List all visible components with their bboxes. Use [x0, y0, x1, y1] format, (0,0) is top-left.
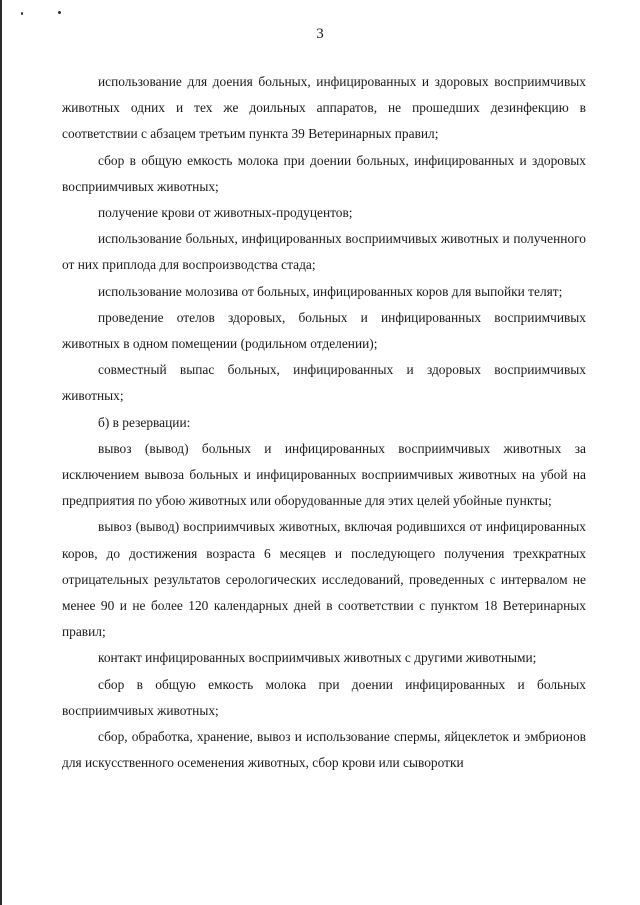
paragraph: использование больных, инфицированных восприимчивых животных и полученного от них приплода для воспроизводства стада; [62, 231, 586, 273]
paragraph: сбор, обработка, хранение, вывоз и использование спермы, яйцеклеток и эмбрионов для искусственного осеменения животных, сбор крови или сыворотки [62, 729, 586, 771]
paragraph: сбор в общую емкость молока при доении инфицированных и больных восприимчивых животных; [62, 676, 586, 718]
scan-left-edge [0, 0, 2, 905]
scan-speck [58, 11, 61, 14]
paragraph: вывоз (вывод) больных и инфицированных восприимчивых животных за исключением вывоза больных и инфицированных восприимчивых животных на убой на предприятия по убою животных или оборудованные для этих целей убойные пункты; [62, 440, 586, 509]
paragraph: проведение отелов здоровых, больных и инфицированных восприимчивых животных в одном помещении (родильном отделении); [62, 309, 586, 352]
paragraph: совместный выпас больных, инфицированных и здоровых восприимчивых животных; [62, 362, 586, 404]
paragraph: использование для доения больных, инфицированных и здоровых восприимчивых животных одних и тех же доильных аппаратов, не прошедших дезинфекцию в соответствии с абзацем третьим пункта 39 Ветеринарных правил; [62, 74, 586, 142]
document-body [62, 69, 586, 776]
page-number: 3 [316, 26, 324, 42]
paragraph: контакт инфицированных восприимчивых животных с другими животными; [98, 650, 537, 666]
paragraph: вывоз (вывод) восприимчивых животных, включая родившихся от инфицированных коров, до достижения возраста 6 месяцев и последующего получения трехкратных отрицательных результатов серологических исследований, проведенных с интервалом не менее 90 и не более 120 календарных дней в соответствии с пунктом 18 Ветеринарных правил; [62, 519, 586, 640]
section-heading: б) в резервации: [98, 414, 191, 430]
paragraph: сбор в общую емкость молока при доении больных, инфицированных и здоровых восприимчивых животных; [62, 152, 586, 194]
scan-speck [21, 12, 23, 15]
paragraph: использование молозива от больных, инфицированных коров для выпойки телят; [98, 283, 563, 299]
paragraph: получение крови от животных-продуцентов; [98, 205, 353, 221]
